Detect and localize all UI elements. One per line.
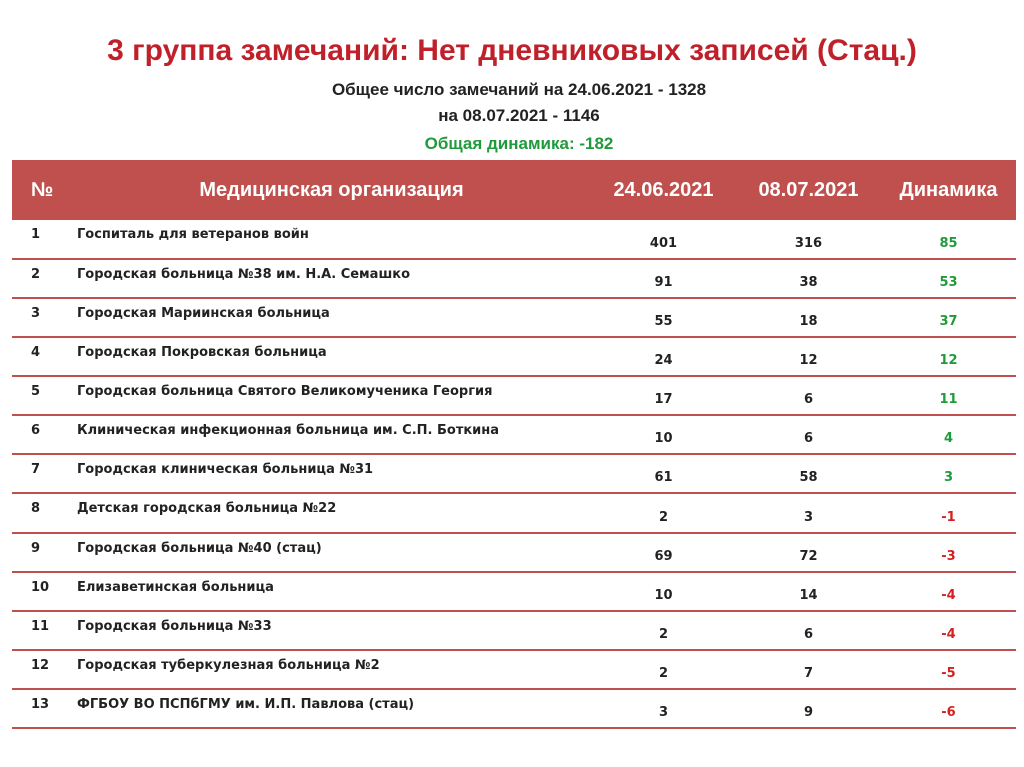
row-dynamics: -3	[941, 548, 956, 564]
col-header-date-2: 08.07.2021	[758, 178, 859, 201]
page-title: 3 группа замечаний: Нет дневниковых записей (Стац.)	[107, 34, 917, 67]
table-row	[12, 220, 1016, 259]
row-number: 9	[31, 540, 41, 556]
row-number: 8	[31, 501, 41, 517]
row-value-date-2: 12	[799, 353, 818, 369]
row-organization: ФГБОУ ВО ПСПбГМУ им. И.П. Павлова (стац)	[77, 696, 415, 712]
row-value-date-2: 6	[803, 626, 814, 642]
row-value-date-2: 316	[794, 236, 823, 252]
row-value-date-1: 24	[654, 353, 673, 369]
row-number: 5	[31, 384, 41, 400]
row-value-date-2: 58	[799, 470, 818, 486]
row-value-date-2: 7	[803, 665, 814, 681]
row-value-date-1: 69	[654, 548, 673, 564]
row-dynamics: -5	[941, 665, 956, 681]
row-dynamics: -4	[941, 587, 956, 603]
row-dynamics: 85	[939, 236, 958, 252]
row-value-date-2: 72	[799, 548, 818, 564]
row-value-date-1: 10	[654, 587, 673, 603]
row-organization: Городская клиническая больница №31	[77, 462, 374, 478]
row-dynamics: 37	[939, 314, 958, 330]
row-value-date-1: 10	[654, 431, 673, 447]
table-row	[12, 493, 1016, 532]
row-organization: Городская больница №38 им. Н.А. Семашко	[77, 267, 411, 283]
row-dynamics: 53	[939, 275, 958, 291]
row-dynamics: -4	[941, 626, 956, 642]
row-dynamics: -6	[941, 705, 956, 720]
row-number: 7	[31, 462, 41, 478]
overall-dynamics: Общая динамика: -182	[424, 134, 614, 153]
table-row	[12, 572, 1016, 611]
row-organization: Городская Покровская больница	[77, 345, 327, 361]
row-value-date-1: 17	[654, 392, 673, 408]
row-number: 4	[31, 345, 41, 361]
row-value-date-2: 38	[799, 275, 818, 291]
row-value-date-2: 9	[803, 705, 814, 720]
table-row	[12, 650, 1016, 689]
row-value-date-2: 18	[799, 314, 818, 330]
table-row	[12, 611, 1016, 650]
row-organization: Городская больница №33	[77, 618, 272, 634]
row-value-date-1: 61	[654, 470, 673, 486]
row-organization: Госпиталь для ветеранов войн	[77, 227, 309, 242]
table-row	[12, 689, 1016, 728]
remarks-table	[12, 160, 1016, 729]
row-organization: Городская туберкулезная больница №2	[77, 657, 380, 673]
row-organization: Клиническая инфекционная больница им. С.П. Боткина	[77, 423, 500, 439]
row-organization: Детская городская больница №22	[77, 501, 337, 517]
row-number: 10	[31, 579, 50, 595]
row-organization: Городская Мариинская больница	[77, 306, 330, 322]
col-header-number: №	[30, 178, 54, 201]
table-body	[12, 220, 1016, 728]
row-value-date-1: 3	[658, 705, 669, 720]
row-value-date-2: 14	[799, 587, 818, 603]
total-line-1: Общее число замечаний на 24.06.2021 - 1328	[331, 80, 707, 99]
row-value-date-1: 401	[649, 236, 678, 252]
row-number: 11	[31, 618, 50, 634]
row-dynamics: 12	[939, 353, 958, 369]
row-number: 12	[31, 657, 50, 673]
total-line-2: на 08.07.2021 - 1146	[438, 106, 600, 125]
table-row	[12, 337, 1016, 376]
table-row	[12, 415, 1016, 454]
row-number: 3	[31, 306, 41, 322]
table-row	[12, 259, 1016, 298]
row-organization: Городская больница Святого Великомученика Георгия	[77, 384, 493, 400]
row-organization: Елизаветинская больница	[77, 579, 274, 595]
col-header-dynamics: Динамика	[899, 178, 998, 201]
row-number: 13	[31, 696, 50, 712]
row-number: 2	[31, 267, 41, 283]
row-value-date-2: 6	[803, 431, 814, 447]
table-header-row	[12, 160, 1016, 220]
col-header-organization: Медицинская организация	[199, 178, 464, 201]
row-dynamics: 3	[943, 470, 954, 486]
table-row	[12, 533, 1016, 572]
table-row	[12, 298, 1016, 337]
row-value-date-1: 2	[658, 665, 669, 681]
row-value-date-2: 3	[803, 509, 814, 525]
row-dynamics: 4	[943, 431, 954, 447]
table-row	[12, 376, 1016, 415]
row-number: 1	[31, 227, 41, 242]
row-number: 6	[31, 423, 41, 439]
row-value-date-1: 91	[654, 275, 673, 291]
row-organization: Городская больница №40 (стац)	[77, 540, 322, 556]
row-value-date-1: 55	[654, 314, 673, 330]
row-dynamics: 11	[939, 392, 958, 408]
row-value-date-2: 6	[803, 392, 814, 408]
row-value-date-1: 2	[658, 509, 669, 525]
row-dynamics: -1	[941, 509, 956, 525]
row-value-date-1: 2	[658, 626, 669, 642]
table-row	[12, 454, 1016, 493]
col-header-date-1: 24.06.2021	[613, 178, 714, 201]
